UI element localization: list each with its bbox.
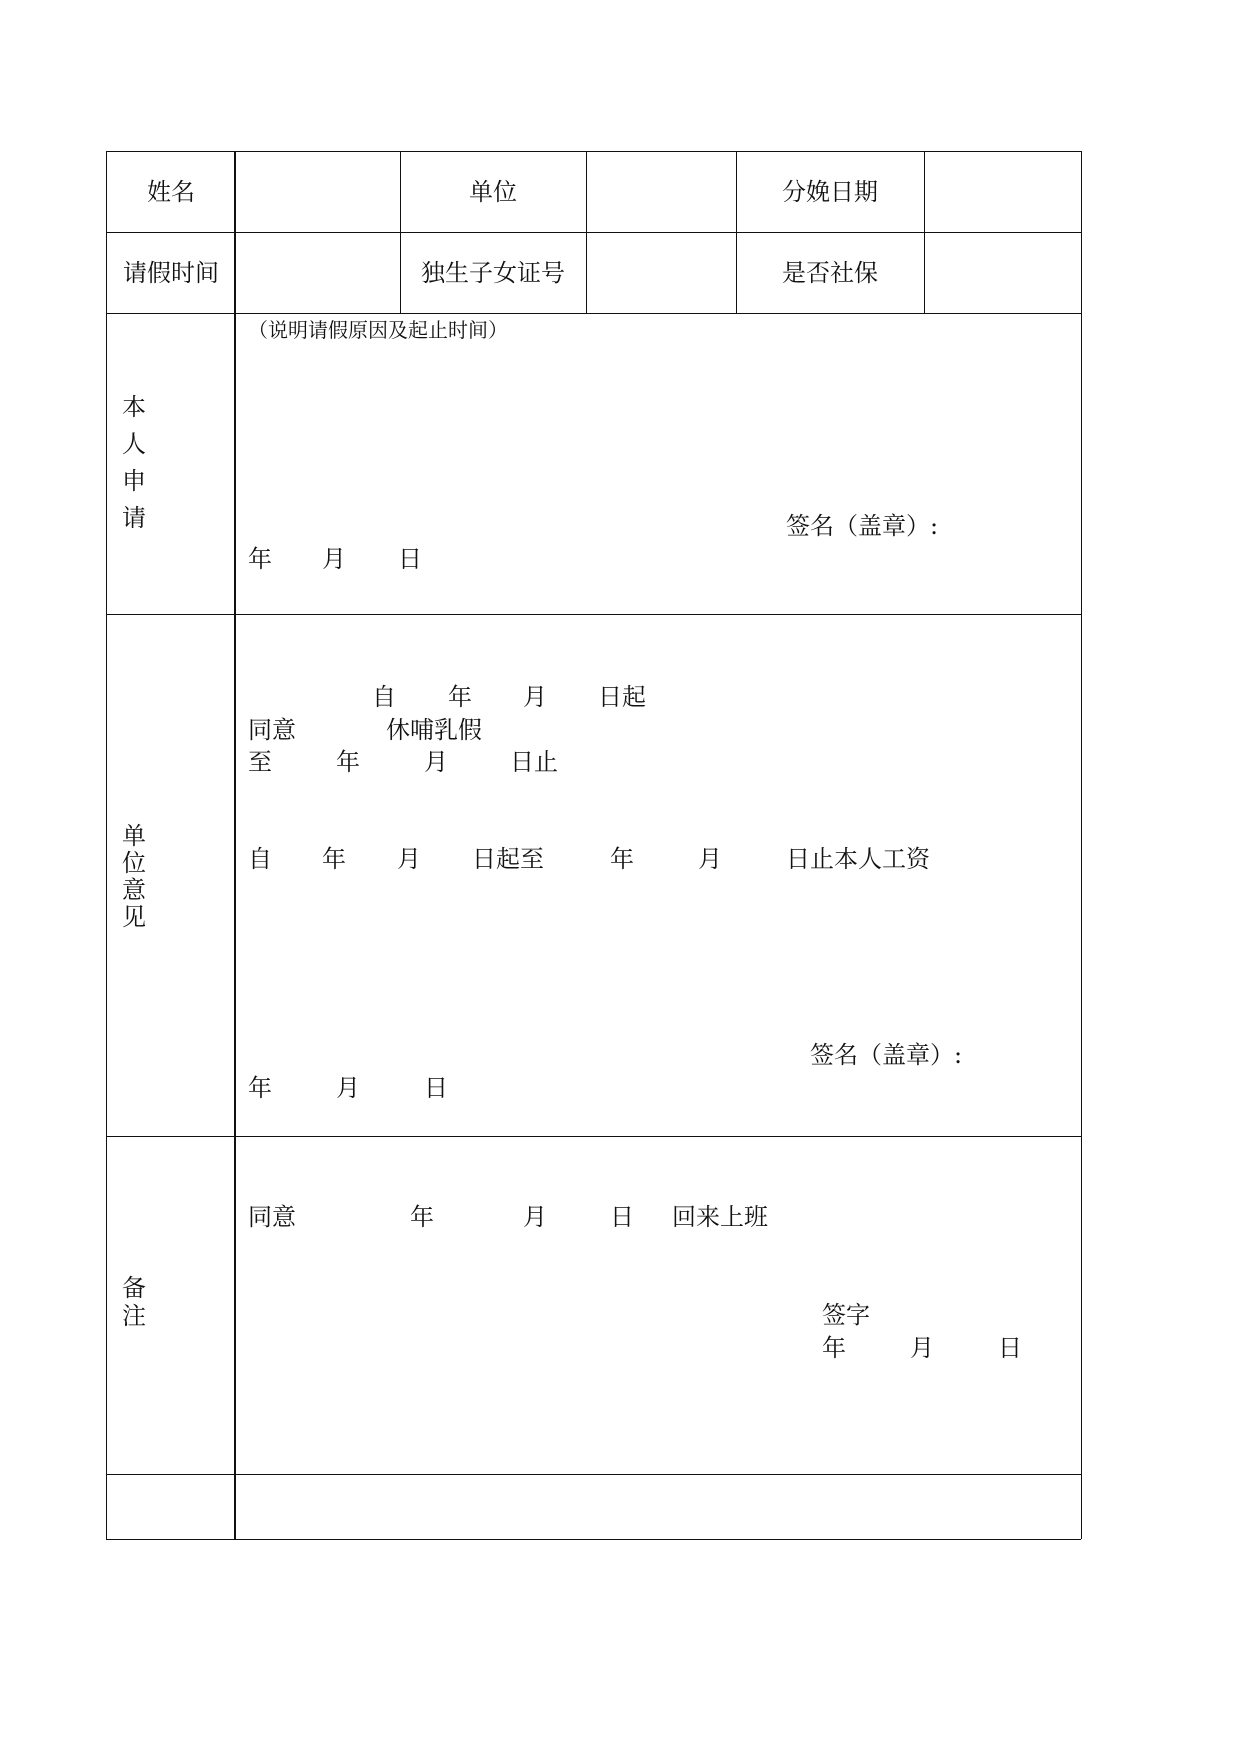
leave-agree-text: 同意	[248, 716, 296, 744]
remarks-return-text: 回来上班	[672, 1203, 768, 1231]
leave-to-text: 至	[248, 748, 272, 776]
leave-to-day: 日止	[510, 748, 558, 776]
wage-from-month: 月	[397, 845, 421, 873]
wage-to-month: 月	[698, 845, 722, 873]
remarks-signature: 签字	[822, 1301, 870, 1329]
name-label: 姓名	[147, 178, 195, 206]
application-label-char-4: 请	[122, 504, 146, 532]
unit-opinion-date-day: 日	[424, 1074, 448, 1102]
application-label-char-1: 本	[122, 393, 146, 421]
application-date-day: 日	[398, 545, 422, 573]
row-divider-2	[106, 313, 1081, 314]
remarks-day: 日	[610, 1203, 634, 1231]
leave-from-year: 年	[448, 683, 472, 711]
remarks-label-char-1: 备	[122, 1274, 146, 1302]
unit-opinion-label-char-2: 位	[122, 849, 146, 877]
remarks-date-year: 年	[822, 1334, 846, 1362]
application-signature: 签名（盖章）:	[786, 512, 939, 540]
unit-opinion-label-char-3: 意	[122, 876, 146, 904]
remarks-month: 月	[523, 1203, 547, 1231]
wage-from-text: 自	[248, 845, 272, 873]
application-date-month: 月	[322, 545, 346, 573]
application-label-char-3: 申	[122, 467, 146, 495]
label-column-divider	[234, 151, 236, 1539]
header-col-divider-3	[586, 151, 587, 313]
wage-to-year: 年	[610, 845, 634, 873]
remarks-label-char-2: 注	[122, 1302, 146, 1330]
header-col-divider-4	[736, 151, 737, 313]
unit-opinion-label-char-1: 单	[122, 822, 146, 850]
wage-from-year: 年	[322, 845, 346, 873]
delivery-date-label: 分娩日期	[782, 178, 878, 206]
table-border-top	[106, 151, 1081, 152]
leave-time-label: 请假时间	[123, 259, 219, 287]
application-hint: （说明请假原因及起止时间）	[248, 318, 508, 342]
leave-to-month: 月	[424, 748, 448, 776]
table-border-bottom	[106, 1539, 1081, 1540]
table-border-left	[106, 151, 107, 1539]
unit-label: 单位	[469, 178, 517, 206]
row-divider-5	[106, 1474, 1081, 1475]
row-divider-3	[106, 614, 1081, 615]
header-col-divider-5	[924, 151, 925, 313]
application-label-char-2: 人	[122, 430, 146, 458]
remarks-agree-text: 同意	[248, 1203, 296, 1231]
unit-opinion-label-char-4: 见	[122, 903, 146, 931]
remarks-date-month: 月	[910, 1334, 934, 1362]
row-divider-1	[106, 232, 1081, 233]
social-insurance-label: 是否社保	[782, 259, 878, 287]
leave-from-month: 月	[523, 683, 547, 711]
unit-opinion-date-month: 月	[336, 1074, 360, 1102]
row-divider-4	[106, 1136, 1081, 1137]
leave-from-day: 日起	[598, 683, 646, 711]
application-date-year: 年	[248, 545, 272, 573]
unit-opinion-date-year: 年	[248, 1074, 272, 1102]
only-child-cert-label: 独生子女证号	[421, 259, 565, 287]
leave-to-year: 年	[336, 748, 360, 776]
wage-suffix-text: 日止本人工资	[786, 845, 930, 873]
remarks-year: 年	[410, 1203, 434, 1231]
wage-from-day-to: 日起至	[472, 845, 544, 873]
table-border-right	[1081, 151, 1082, 1539]
unit-opinion-signature: 签名（盖章）:	[810, 1041, 963, 1069]
header-col-divider-2	[400, 151, 401, 313]
remarks-date-day: 日	[998, 1334, 1022, 1362]
leave-type-text: 休哺乳假	[386, 716, 482, 744]
leave-from-text: 自	[372, 683, 396, 711]
